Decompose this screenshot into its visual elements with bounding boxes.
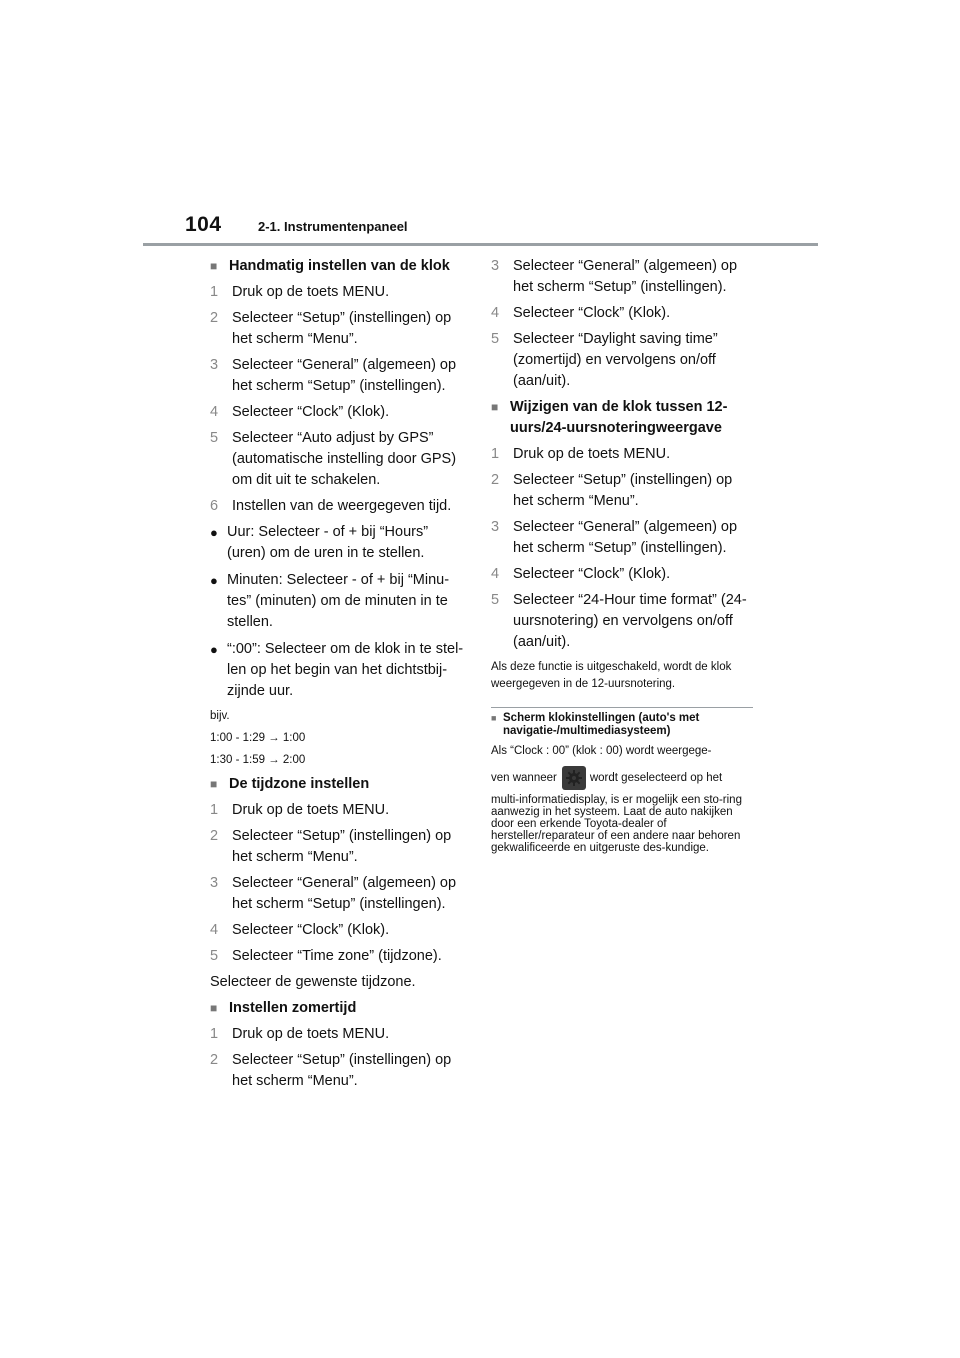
bullet-dot-icon: ●: [210, 642, 218, 657]
heading-text: Handmatig instellen van de klok: [229, 258, 450, 274]
gear-icon: [562, 766, 586, 790]
step-text: Selecteer “Clock” (Klok).: [232, 922, 390, 938]
step: [210, 282, 468, 303]
header-divider: [143, 243, 818, 246]
step: [210, 308, 468, 350]
page-number: 104: [185, 213, 222, 236]
info-heading: [491, 712, 753, 738]
heading-text: De tijdzone instellen: [229, 776, 370, 792]
step: [491, 590, 753, 653]
step: [210, 826, 468, 868]
step-number: 1: [210, 1026, 219, 1042]
step: [210, 428, 468, 491]
square-bullet-icon: ■: [210, 1001, 218, 1015]
example-line: 1:00 - 1:29 → 1:00: [210, 732, 306, 744]
bullet-text: “:00”: Selecteer om de klok in te stel-len op het begin van het dichtstbij-zijnde uur.: [227, 641, 464, 699]
step-text: Selecteer “Clock” (Klok).: [513, 305, 671, 321]
step-number: 2: [210, 310, 219, 326]
bullet-text: Uur: Selecteer - of + bij “Hours” (uren) om de uren in te stellen.: [227, 524, 429, 561]
step: [210, 873, 468, 915]
info-divider: [491, 707, 753, 708]
step: [491, 329, 753, 392]
step: [210, 496, 468, 517]
info-body: multi-informatiedisplay, is er mogelijk een sto-ring aanwezig in het systeem. Laat de auto nakijken door een erkende Toyota-dealer of hersteller/reparateur of een andere naar behoren gekwalificeerde en uitgeruste des-kundige.: [491, 794, 742, 854]
heading-text: Instellen zomertijd: [229, 1000, 357, 1016]
example-label: bijv.: [210, 710, 230, 722]
step-number: 3: [491, 258, 500, 274]
step: [491, 564, 753, 585]
step-text: Selecteer “Setup” (instellingen) op het scherm “Menu”.: [232, 828, 452, 865]
step-number: 5: [491, 592, 500, 608]
info-text-before-icon: ven wanneer: [491, 772, 557, 784]
step-number: 5: [210, 430, 219, 446]
step: [210, 1050, 468, 1092]
manual-clock-heading: [210, 256, 468, 277]
step-number: 5: [491, 331, 500, 347]
square-bullet-icon: ■: [210, 259, 218, 273]
step-text: Selecteer “General” (algemeen) op het scherm “Setup” (instellingen).: [232, 875, 457, 912]
step-number: 3: [491, 519, 500, 535]
step-text: Selecteer “Setup” (instellingen) op het scherm “Menu”.: [513, 472, 733, 509]
info-icon-line: [491, 766, 753, 790]
step-text: Selecteer “General” (algemeen) op het scherm “Setup” (instellingen).: [513, 519, 738, 556]
bullet-item: [210, 570, 468, 633]
square-bullet-icon: ■: [491, 713, 497, 723]
square-bullet-icon: ■: [491, 400, 499, 414]
step-text: Druk op de toets MENU.: [232, 284, 390, 300]
step: [210, 1024, 468, 1045]
step-number: 2: [210, 828, 219, 844]
bullet-dot-icon: ●: [210, 525, 218, 540]
step-number: 4: [210, 922, 219, 938]
step-text: Druk op de toets MENU.: [232, 802, 390, 818]
step-text: Selecteer “Time zone” (tijdzone).: [232, 948, 442, 964]
info-text-after-icon: wordt geselecteerd op het: [589, 772, 723, 784]
step: [491, 470, 753, 512]
step-number: 3: [210, 357, 219, 373]
format-note: Als deze functie is uitgeschakeld, wordt de klok weergegeven in de 12-uursnotering.: [491, 661, 732, 690]
step-number: 5: [210, 948, 219, 964]
step-text: Druk op de toets MENU.: [232, 1026, 390, 1042]
step-text: Selecteer “Daylight saving time” (zomertijd) en vervolgens on/off (aan/uit).: [513, 331, 718, 389]
step-number: 4: [491, 305, 500, 321]
section-title: 2-1. Instrumentenpaneel: [258, 219, 408, 234]
step: [491, 517, 753, 559]
info-line: Als “Clock : 00” (klok : 00) wordt weergege-: [491, 745, 712, 757]
format-heading: [491, 397, 753, 439]
step-number: 4: [491, 566, 500, 582]
timezone-note: Selecteer de gewenste tijdzone.: [210, 974, 416, 990]
step: [210, 800, 468, 821]
square-bullet-icon: ■: [210, 777, 218, 791]
step: [491, 256, 753, 298]
heading-text: Wijzigen van de klok tussen 12-uurs/24-uursnoteringweergave: [510, 399, 728, 436]
step-text: Selecteer “Clock” (Klok).: [513, 566, 671, 582]
step-text: Selecteer “Setup” (instellingen) op het scherm “Menu”.: [232, 1052, 452, 1089]
example-line: 1:30 - 1:59 → 2:00: [210, 754, 306, 766]
bullet-text: Minuten: Selecteer - of + bij “Minu-tes” (minuten) om de minuten in te stellen.: [227, 572, 450, 630]
bullet-dot-icon: ●: [210, 573, 218, 588]
step: [210, 355, 468, 397]
left-column: [210, 256, 468, 1097]
bullet-item: [210, 639, 468, 702]
step-text: Selecteer “Setup” (instellingen) op het scherm “Menu”.: [232, 310, 452, 347]
step-number: 2: [210, 1052, 219, 1068]
step-text: Selecteer “Clock” (Klok).: [232, 404, 390, 420]
step: [491, 444, 753, 465]
info-heading-text: Scherm klokinstellingen (auto's met navigatie-/multimediasysteem): [503, 712, 700, 737]
step-text: Selecteer “General” (algemeen) op het scherm “Setup” (instellingen).: [513, 258, 738, 295]
step-number: 4: [210, 404, 219, 420]
step-number: 1: [491, 446, 500, 462]
step: [210, 946, 468, 967]
step-text: Selecteer “Auto adjust by GPS” (automatische instelling door GPS) om dit uit te schakelen.: [232, 430, 457, 488]
step: [491, 303, 753, 324]
step-number: 1: [210, 802, 219, 818]
step-number: 1: [210, 284, 219, 300]
step-number: 2: [491, 472, 500, 488]
dst-heading: [210, 998, 468, 1019]
step-text: Selecteer “General” (algemeen) op het scherm “Setup” (instellingen).: [232, 357, 457, 394]
timezone-heading: [210, 774, 468, 795]
step: [210, 920, 468, 941]
step-text: Druk op de toets MENU.: [513, 446, 671, 462]
step: [210, 402, 468, 423]
step-number: 6: [210, 498, 219, 514]
bullet-item: [210, 522, 468, 564]
right-column: [491, 256, 753, 854]
step-text: Selecteer “24-Hour time format” (24-uursnotering) en vervolgens on/off (aan/uit).: [513, 592, 747, 650]
step-text: Instellen van de weergegeven tijd.: [232, 498, 452, 514]
step-number: 3: [210, 875, 219, 891]
